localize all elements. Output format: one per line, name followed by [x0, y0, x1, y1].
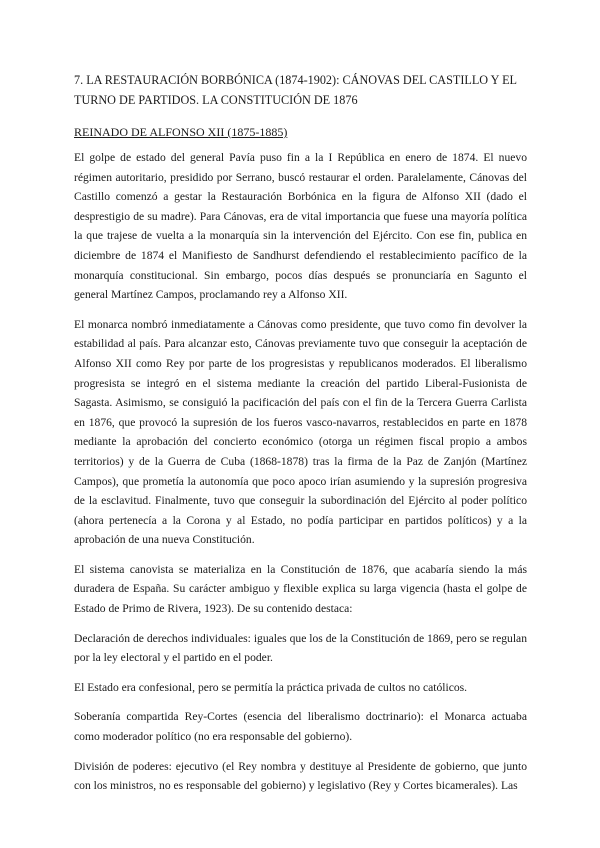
paragraph-7: División de poderes: ejecutivo (el Rey nombra y destituye al Presidente de gobierno, que junto con los ministros, no es responsable del gobierno) y legislativo (Rey y Cortes bicamerales). Las	[74, 759, 527, 793]
paragraph-6: Soberanía compartida Rey-Cortes (esencia del liberalismo doctrinario): el Monarca actuaba como moderador político (no era responsable del gobierno).	[74, 710, 527, 744]
document-title: 7. LA RESTAURACIÓN BORBÓNICA (1874-1902): CÁNOVAS DEL CASTILLO Y EL TURNO DE PARTIDOS. LA CONSTITUCIÓN DE 1876	[74, 73, 517, 107]
paragraph-2: El monarca nombró inmediatamente a Cánovas como presidente, que tuvo como fin devolver la estabilidad al país. Para alcanzar esto, Cánovas previamente tuvo que conseguir la aceptación de Alfonso XII como Rey por parte de los progresistas y republicanos moderados. El liberalismo progresista se integró en el sistema mediante la creación del partido Liberal-Fusionista de Sagasta. Asimismo, se consiguió la pacificación del país con el fin de la Tercera Guerra Carlista en 1876, que provocó la supresión de los fueros vasco-navarros, restablecidos en parte en 1878 mediante la aprobación del concierto económico (otorga un régimen fiscal propio a ambos territorios) y de la Guerra de Cuba (1868-1878) tras la firma de la Paz de Zanjón (Martínez Campos), que prometía la autonomía que poco apoco irían asumiendo y la supresión progresiva de la esclavitud. Finalmente, tuvo que conseguir la subordinación del Ejército al poder político (ahora pertenecía a la Corona y al Estado, no podía participar en partidos políticos) y a la aprobación de una nueva Constitución.	[74, 317, 527, 547]
paragraph-4: Declaración de derechos individuales: iguales que los de la Constitución de 1869, pero se regulan por la ley electoral y el partido en el poder.	[74, 631, 527, 665]
paragraph-3: El sistema canovista se materializa en la Constitución de 1876, que acabaría siendo la más duradera de España. Su carácter ambiguo y flexible explica su larga vigencia (hasta el golpe de Estado de Primo de Rivera, 1923). De su contenido destaca:	[74, 562, 527, 616]
paragraph-5: El Estado era confesional, pero se permitía la práctica privada de cultos no católicos.	[74, 680, 468, 694]
paragraph-1: El golpe de estado del general Pavía puso fin a la I República en enero de 1874. El nuevo régimen autoritario, presidido por Serrano, buscó restaurar el orden. Paralelamente, Cánovas del Castillo comenzó a gestar la Restauración Borbónica en la figura de Alfonso XII (dado el desprestigio de su madre). Para Cánovas, era de vital importancia que fuese una mayoría política la que trajese de vuelta a la monarquía sin la intervención del Ejército. Con ese fin, publica en diciembre de 1874 el Manifiesto de Sandhurst defendiendo el restablecimiento pacífico de la monarquía constitucional. Sin embargo, pocos días después se pronunciaría en Sagunto el general Martínez Campos, proclamando rey a Alfonso XII.	[74, 151, 527, 302]
section-heading: REINADO DE ALFONSO XII (1875-1885)	[74, 125, 288, 139]
